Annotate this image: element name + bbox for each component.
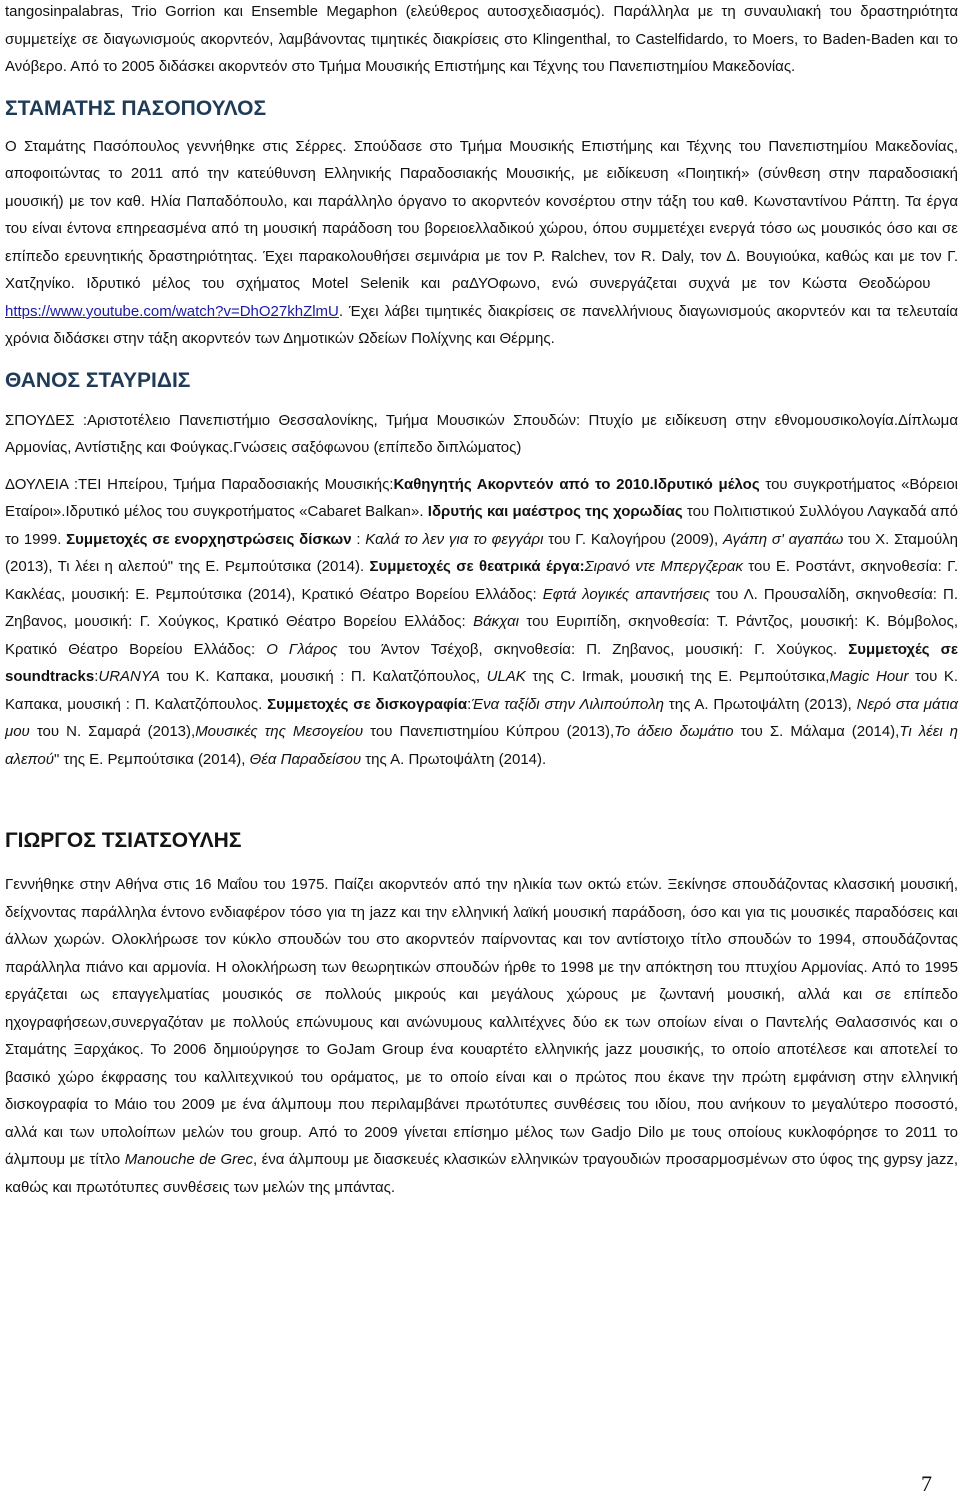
pasopoulos-bio	[5, 133, 958, 353]
tsiatsoulis-bio-text: Γεννήθηκε στην Αθήνα στις 16 Μαΐου του 1975. Παίζει ακορντεόν από την ηλικία των οκτώ ετών. Ξεκίνησε σπουδάζοντας κλασσική μουσική, δείχνοντας παράλληλα έντονο ενδιαφέρον τόσο για τη jazz και την ελληνική λαϊκή μουσική παράδοση, όσο και για τις μουσικές παραδόσεις και άλλων χωρών. Ολοκλήρωσε τον κύκλο σπουδών του στο ακορντεόν παίρνοντας και τον αντίστοιχο τίτλο σπουδών το 1994, σπουδάζοντας παράλληλα πιάνο και αρμονία. Η ολοκλήρωση των θεωρητικών σπουδών ήρθε το 1998 με την απόκτηση του πτυχίου Αρμονίας. Από το 1995 εργάζεται ως επαγγελματίας μουσικός σε πολλούς μικρούς και μεγάλους χώρους με ζωντανή μουσική, αλλά και σε επίπεδο ηχογραφήσεων,συνεργαζόταν με πολλούς επώνυμους και ανώνυμους καλλιτέχνες δύο εκ των οποίων είναι ο Παντελής Θαλασσινός και ο Σταμάτης Ξαρχάκος. Το 2006 δημιούργησε το GoJam Group ένα κουαρτέτο ελληνικής jazz μουσικής, το οποίο αποτέλεσε και αποτελεί το βασικό χώρο έκφρασης του καλλιτεχνικού του οράματος, με το οποίο είναι και ο πρώτος που έκανε την πρώτη εμφάνιση στην ελληνική δισκογραφία το Μάιο του 2009 με ένα άλμπουμ που περιλαμβάνει πρωτότυπες συνθέσεις του ιδίου, που ανήκουν το μεγαλύτερο ποσοστό, αλλά και των υπολοίπων μελών του group. Από το 2009 γίνεται επίσημο μέλος των Gadjo Dilo με τους οποίους κυκλοφόρησε το 2011 το άλμπουμ με τίτλο	[5, 876, 958, 1168]
work-title: Αγάπη σ' αγαπάω	[722, 530, 844, 548]
intro-text: tangosinpalabras, Trio Gorrion και Ensemble Megaphon (ελεύθερος αυτοσχεδιασμός). Παράλληλα με τη συναυλιακή του δραστηριότητα συμμετείχε σε διαγωνισμούς ακορντεόν, λαμβάνοντας τιμητικές διακρίσεις στο Klingenthal, το Castelfidardo, το Moers, το Baden-Baden και το Ανόβερο. Από το 2005 διδάσκει ακορντεόν στο Τμήμα Μουσικής Επιστήμης και Τέχνης του Πανεπιστημίου Μακεδονίας.	[5, 3, 958, 75]
work-title: Magic Hour	[829, 668, 909, 685]
work-text: του Χ. Σταμούλη (2013), Τι λέει η αλεπού" της Ε. Ρεμπούτσικα (2014).	[5, 530, 958, 575]
work-text: :	[467, 695, 472, 713]
stavridis-studies	[5, 407, 958, 462]
work-title: ULAK	[486, 668, 526, 685]
work-title: Σιρανό ντε Μπεργζερακ	[584, 558, 743, 575]
work-text: της Α. Πρωτοψάλτη (2014).	[361, 750, 547, 768]
work-text: του Ε. Ροστάντ, σκηνοθεσία: Γ. Κακλέας, μουσική: Ε. Ρεμπούτσικα (2014), Κρατικό Θέατρο Βορείου Ελλάδος:	[5, 558, 958, 603]
work-text: του Ευριπίδη, σκηνοθεσία: Τ. Ράντζος, μουσική: Κ. Βόμβολος, Κρατικό Θέατρο Βορείου Ελλάδος:	[5, 613, 958, 658]
work-title: Ένα ταξίδι στην Λιλιπούπολη	[471, 695, 664, 713]
work-title: Καλά το λεν για το φεγγάρι	[365, 530, 544, 548]
work-title: Θέα Παραδείσου	[249, 750, 362, 768]
work-title: URANYA	[98, 668, 161, 685]
work-text: του Ν. Σαμαρά (2013),	[29, 723, 196, 740]
work-title: Εφτά λογικές απαντήσεις	[542, 585, 711, 603]
work-text: του Κ. Καπακα, μουσική : Π. Καλατζόπουλος.	[5, 668, 958, 713]
album-title: Manouche de Grec	[124, 1151, 253, 1168]
work-text: του Λ. Προυσαλίδη, σκηνοθεσία: Π. Ζηβανος, μουσική: Γ. Χούγκος, Κρατικό Θέατρο Βορείου Ελλάδος:	[5, 585, 958, 630]
work-text: του Πολιτιστικού Συλλόγου Λαγκαδά από το 1999.	[5, 503, 959, 548]
intro-paragraph	[5, 0, 958, 81]
work-text: :	[351, 530, 366, 548]
work-bold: Συμμετοχές σε θεατρικά έργα:	[369, 558, 585, 575]
work-title: Το άδειο δωμάτιο	[614, 723, 734, 740]
work-bold: Συμμετοχές σε soundtracks	[5, 640, 959, 685]
work-bold: Καθηγητής Ακορντεόν από το 2010.	[393, 475, 654, 493]
work-text: του Άντον Τσέχοβ, σκηνοθεσία: Π. Ζηβανος, μουσική: Γ. Χούγκος.	[337, 640, 849, 658]
heading-thanos-stavridis: ΘΑΝΟΣ ΣΤΑΥΡΙΔΙΣ	[5, 368, 191, 392]
work-title: Μουσικές της Μεσογείου	[195, 723, 364, 740]
tsiatsoulis-bio	[5, 871, 958, 1201]
work-title: Νερό στα μάτια μου	[5, 695, 958, 740]
work-title: Βάκχαι	[473, 613, 519, 630]
work-bold: Συμμετοχές σε ενορχηστρώσεις δίσκων	[66, 530, 352, 548]
work-bold: Ιδρυτής και μαέστρος της χορωδίας	[427, 503, 683, 520]
pasopoulos-bio-text: Ο Σταμάτης Πασόπουλος γεννήθηκε στις Σέρρες. Σπούδασε στο Τμήμα Μουσικής Επιστήμης και Τέχνης του Πανεπιστημίου Μακεδονίας, αποφοιτώντας το 2011 από την κατεύθυνση Ελληνικής Παραδοσιακής Μουσικής, με ειδίκευση «Ποιητική» (σύνθεση στην παραδοσιακή μουσική) με τον καθ. Ηλία Παπαδόπουλο, και παράλληλο όργανο το ακορντεόν κονσέρτου στην τάξη του καθ. Κωνσταντίνου Ράπτη. Τα έργα του είναι έντονα επηρεασμένα από τη μουσική παράδοση του βορειοελλαδικού χώρου, όπου συμμετέχει ενεργά τόσο ως μουσικός όσο και σε επίπεδο ερευνητικής δραστηριότητας. Έχει παρακολουθήσει σεμινάρια με τον P. Ralchev, τον R. Daly, τον Δ. Βουγιούκα, καθώς και με τον Γ. Χατζηνίκο. Ιδρυτικό μέλος του σχήματος Motel Selenik και ραΔΥΟφωνο, ενώ συνεργάζεται συχνά με τον Κώστα Θεοδώρου	[5, 137, 958, 292]
pasopoulos-bio-end: . Έχει λάβει τιμητικές διακρίσεις σε πανελλήνιους διαγωνισμούς ακορντεόν και τα τελευταία χρόνια διδάσκει στην τάξη ακορντεόν των Δημοτικών Ωδείων Πολίχνης και Θέρμης.	[5, 302, 958, 347]
stavridis-work	[5, 471, 958, 774]
heading-stamatis-pasopoulos: ΣΤΑΜΑΤΗΣ ΠΑΣΟΠΟΥΛΟΣ	[5, 96, 267, 120]
work-text: της C. Irmak, μουσική της Ε. Ρεμπούτσικα,	[525, 668, 830, 685]
work-text: του Πανεπιστημίου Κύπρου (2013),	[363, 723, 615, 740]
work-text: του συγκροτήματος «Βόρειοι Εταίροι».Ιδρυτικό μέλος του συγκροτήματος «Cabaret Balkan».	[5, 475, 958, 520]
work-bold: Συμμετοχές σε δισκογραφία	[267, 695, 468, 713]
tsiatsoulis-bio-end: , ένα άλμπουμ με διασκευές κλασικών ελληνικών τραγουδιών προσαρμοσμένων στο ύφος της gypsy jazz, καθώς και πρωτότυπες συνθέσεις των μελών της μπάντας.	[5, 1151, 959, 1196]
heading-giorgos-tsiatsoulis: ΓΙΩΡΓΟΣ ΤΣΙΑΤΣΟΥΛΗΣ	[5, 829, 242, 852]
work-bold: Ιδρυτικό μέλος	[653, 475, 760, 493]
work-title: Ο Γλάρος	[266, 640, 338, 658]
work-text: " της Ε. Ρεμπούτσικα (2014),	[53, 750, 250, 768]
stavridis-studies-text: ΣΠΟΥΔΕΣ :Αριστοτέλειο Πανεπιστήμιο Θεσσαλονίκης, Τμήμα Μουσικών Σπουδών: Πτυχίο με ειδίκευση στην εθνομουσικολογία.Δίπλωμα Αρμονίας, Αντίστιξης και Φούγκας.Γνώσεις σαξόφωνου (επίπεδο διπλώματος)	[5, 411, 958, 456]
work-text: του Γ. Καλογήρου (2009),	[543, 530, 723, 548]
work-text: ΔΟΥΛΕΙΑ :ΤΕΙ Ηπείρου, Τμήμα Παραδοσιακής Μουσικής:	[5, 475, 394, 493]
work-text: :	[94, 668, 99, 685]
work-text: του Κ. Καπακα, μουσική : Π. Καλατζόπουλος,	[160, 668, 487, 685]
page-number: 7	[921, 1471, 932, 1496]
work-title: Τι λέει η αλεπού	[5, 723, 959, 768]
youtube-link[interactable]: https://www.youtube.com/watch?v=DhO27khZlmU	[5, 302, 339, 320]
work-text: του Σ. Μάλαμα (2014),	[733, 723, 900, 740]
work-text: της Α. Πρωτοψάλτη (2013),	[663, 695, 857, 713]
